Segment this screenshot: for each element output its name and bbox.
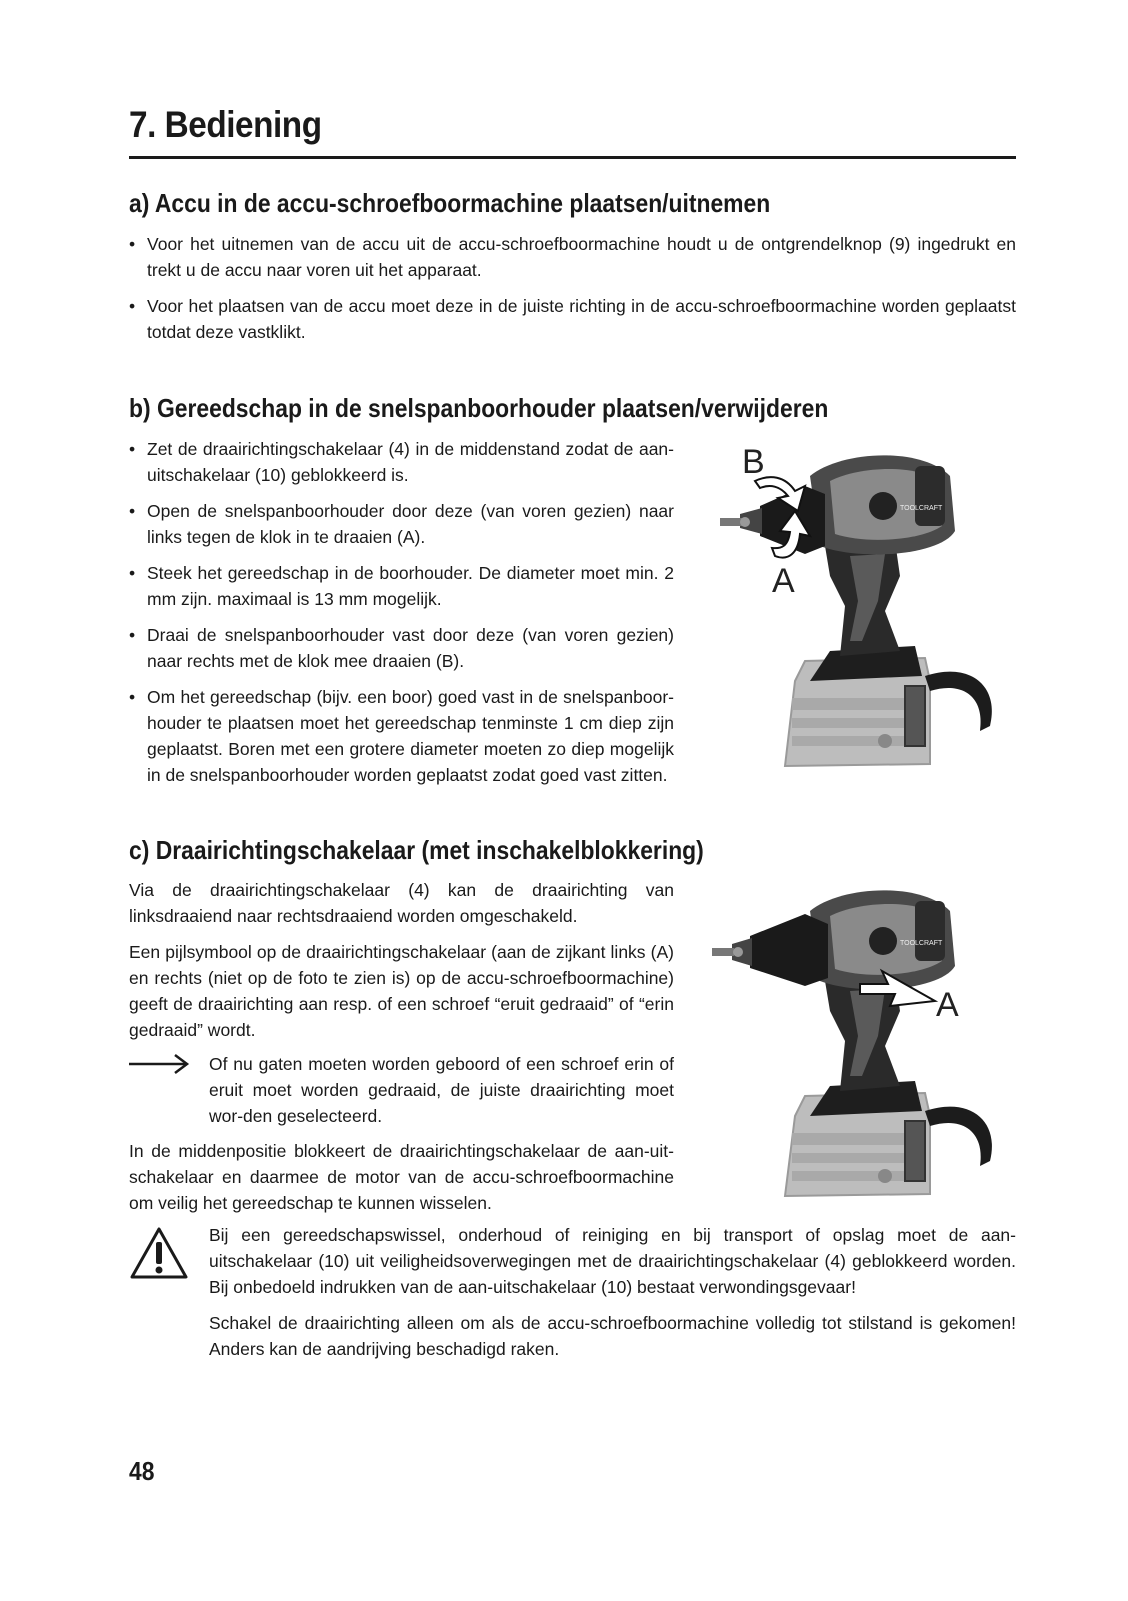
drill-switch-figure: [700, 876, 1016, 1206]
note-text: Of nu gaten moeten worden geboord of een schroef erin of eruit moet worden gedraaid, de juiste draairichting moet wor-den geselecteerd.: [209, 1054, 674, 1126]
section-a-bullet-list: [129, 231, 1016, 345]
drill-chuck-figure: [700, 436, 1016, 776]
list-item: • Steek het gereedschap in de boorhouder. De diameter moet min. 2 mm zijn. maximaal is 13 mm mogelijk.: [129, 560, 674, 612]
section-c-after: [129, 1138, 674, 1216]
chapter-divider: [129, 156, 1016, 159]
list-item: • Voor het plaatsen van de accu moet deze in de juiste richting in de accu-schroefboormachine worden geplaatst totdat deze vastklikt.: [129, 293, 1016, 345]
section-a-body: [129, 231, 1016, 355]
section-c-heading: c) Draairichtingschakelaar (met inschakelblokkering): [129, 835, 704, 865]
section-b-body: [129, 436, 674, 798]
list-item: • Voor het uitnemen van de accu uit de accu-schroefboormachine houdt u de ontgrendelknop (9) ingedrukt en trekt u de accu naar voren uit het apparaat.: [129, 231, 1016, 283]
section-b-heading: b) Gereedschap in de snelspanboorhouder plaatsen/verwijderen: [129, 393, 829, 423]
chapter-title: 7. Bediening: [129, 104, 322, 145]
figure-label-b: B: [742, 443, 765, 481]
brand-label: TOOLCRAFT: [900, 940, 943, 947]
warning-triangle-icon: [129, 1226, 189, 1280]
warning-text: [209, 1222, 1016, 1372]
brand-label: TOOLCRAFT: [900, 505, 943, 512]
long-right-arrow-icon: [129, 1053, 191, 1075]
warning-paragraph: Bij een gereedschapswissel, onderhoud of reiniging en bij transport of opslag moet de aan-uitschakelaar (10) uit veiligheidsoverwegingen met de draairichtingschakelaar (4) geblokkeerd worden. Bij onbedoeld indrukken van de aan-uitschakelaar (10) bestaat verwondingsgevaar!: [209, 1225, 1016, 1297]
list-item: • Om het gereedschap (bijv. een boor) goed vast in de snelspanboor-houder te plaatsen moet het gereedschap tenminste 1 cm diep zijn geplaatst. Boren met een grotere diameter moeten zo diep mogelijk in de snelspanboorhouder worden geplaatst zodat goed vast zitten.: [129, 684, 674, 788]
section-c-paragraph: Een pijlsymbool op de draairichtingschakelaar (aan de zijkant links (A) en rechts (niet op de foto te zien is) op de accu-schroefboormachine) geeft de draairichting aan resp. of een schroef “eruit gedraaid” of “erin gedraaid” wordt.: [129, 942, 674, 1040]
figure-label-a: A: [936, 986, 959, 1024]
section-c-paragraph: Via de draairichtingschakelaar (4) kan de draairichting van linksdraaiend naar rechtsdraaiend worden omgeschakeld.: [129, 880, 674, 926]
page-number: 48: [129, 1456, 155, 1486]
list-item: • Zet de draairichtingschakelaar (4) in de middenstand zodat de aan-uitschakelaar (10) geblokkeerd is.: [129, 436, 674, 488]
section-c-body: [129, 877, 674, 1043]
warning-paragraph: Schakel de draairichting alleen om als de accu-schroefboormachine volledig tot stilstand is gekomen! Anders kan de aandrijving beschadigd raken.: [209, 1313, 1016, 1359]
section-a-heading: a) Accu in de accu-schroefboormachine plaatsen/uitnemen: [129, 188, 771, 218]
section-b-bullet-list: [129, 436, 674, 788]
list-item: • Draai de snelspanboorhouder vast door deze (van voren gezien) naar rechts met de klok mee draaien (B).: [129, 622, 674, 674]
figure-label-a: A: [772, 562, 795, 600]
list-item: • Open de snelspanboorhouder door deze (van voren gezien) naar links tegen de klok in te draaien (A).: [129, 498, 674, 550]
section-c-paragraph: In de middenpositie blokkeert de draairichtingschakelaar de aan-uit-schakelaar en daarmee de motor van de accu-schroefboormachine om veilig het gereedschap te kunnen wisselen.: [129, 1141, 674, 1213]
